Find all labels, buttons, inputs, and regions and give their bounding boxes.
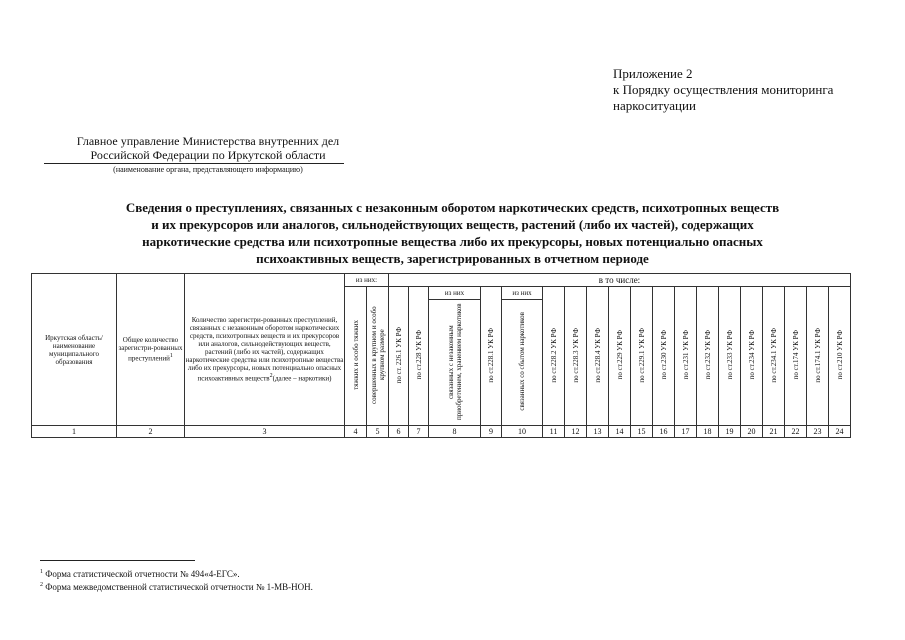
header-total-text: Общее количество зарегистри-рованных преступлений [118, 336, 183, 363]
header-c14 [609, 287, 631, 426]
column-number-1: 1 [32, 426, 117, 438]
header-c12 [565, 287, 587, 426]
header-c16-text: по ст.230 УК РФ [659, 330, 668, 380]
header-c10-text: связанных со сбытом наркотиков [518, 312, 526, 411]
column-numbers-row [32, 426, 851, 438]
header-c17-text: по ст.231 УК РФ [681, 330, 690, 380]
column-number-13: 13 [587, 426, 609, 438]
header-c15-text: по ст.229.1 УК РФ [637, 327, 646, 383]
column-number-20: 20 [741, 426, 763, 438]
column-number-23: 23 [807, 426, 829, 438]
header-c14-text: по ст.229 УК РФ [615, 330, 624, 380]
footnote-1-mark: 1 [40, 569, 43, 575]
header-c23 [807, 287, 829, 426]
column-number-14: 14 [609, 426, 631, 438]
header-drug-crimes-footnote-mark: 2 [269, 373, 273, 380]
header-c4-text: тяжких и особо тяжких [351, 320, 360, 390]
header-c24-text: по ст.210 УК РФ [835, 330, 844, 380]
header-c11 [543, 287, 565, 426]
column-number-24: 24 [829, 426, 851, 438]
footnote-2-mark: 2 [40, 582, 43, 588]
report-table [31, 273, 851, 438]
header-region [32, 274, 117, 426]
header-c24 [829, 287, 851, 426]
header-c11-text: по ст.228.2 УК РФ [549, 327, 558, 383]
header-drug-crimes [185, 274, 345, 426]
header-c20 [741, 287, 763, 426]
header-c7-text: по ст.228 УК РФ [414, 330, 423, 380]
column-number-8: 8 [429, 426, 481, 438]
header-c8 [429, 300, 481, 426]
column-number-15: 15 [631, 426, 653, 438]
header-c8-text: связанных с незаконным приобретением, хранением наркотиков [446, 303, 463, 420]
title-line-3: наркотические средства или психотропные вещества либо их прекурсоры, новых потенциально опасных [142, 234, 763, 249]
header-c15 [631, 287, 653, 426]
footnote-1 [40, 567, 240, 580]
header-drug-crimes-text: Количество зарегистри-рованных преступлений, связанных с незаконным оборотом наркотических средств, психотропных веществ и их прекурсоров или аналогов, сильнодействующих веществ, растений (либо их частей), содержащих наркотические средства или психотропные вещества либо их прекурсоры, новых потенциально опасных психоактивных веществ [185, 316, 344, 383]
column-number-12: 12 [565, 426, 587, 438]
column-number-18: 18 [697, 426, 719, 438]
title-line-4: психоактивных веществ, зарегистрированных в отчетном периоде [256, 251, 649, 266]
header-total [117, 274, 185, 426]
header-c13-text: по ст.228.4 УК РФ [593, 327, 602, 383]
column-number-17: 17 [675, 426, 697, 438]
header-iz-nih: из них: [345, 274, 389, 287]
appendix-block [613, 66, 898, 114]
header-c13 [587, 287, 609, 426]
title-line-1: Сведения о преступлениях, связанных с незаконным оборотом наркотических средств, психотропных веществ [125, 200, 780, 215]
header-c21 [763, 287, 785, 426]
title-line-2: и их прекурсоров или аналогов, сильнодействующих веществ, растений (либо их частей), содержащих [151, 217, 754, 232]
appendix-line-3: наркоситуации [613, 98, 696, 113]
header-c23-text: по ст.174.1 УК РФ [813, 327, 822, 383]
header-c6-text: по ст. 226.1 УК РФ [394, 326, 403, 384]
header-c4 [345, 287, 367, 426]
footnote-2-text: Форма межведомственной статистической отчетности № 1-МВ-НОН. [43, 582, 313, 592]
header-total-footnote-mark: 1 [169, 353, 173, 360]
column-number-6: 6 [389, 426, 409, 438]
header-c21-text: по ст.234.1 УК РФ [769, 327, 778, 383]
header-c9 [481, 287, 502, 426]
column-number-7: 7 [409, 426, 429, 438]
header-c22-text: по ст.174 УК РФ [791, 330, 800, 380]
appendix-line-1: Приложение 2 [613, 66, 693, 81]
header-drug-crimes-tail: (далее – наркотики) [272, 374, 332, 383]
org-underline [44, 163, 344, 164]
header-c6 [389, 287, 409, 426]
org-name-line-2: Российской Федерации по Иркутской области [90, 148, 326, 162]
column-number-21: 21 [763, 426, 785, 438]
header-c22 [785, 287, 807, 426]
column-number-5: 5 [367, 426, 389, 438]
header-region-text: Иркутская область/ наименование муниципального образования [45, 333, 103, 366]
header-c5 [367, 287, 389, 426]
column-number-4: 4 [345, 426, 367, 438]
header-c16 [653, 287, 675, 426]
appendix-line-2: к Порядку осуществления мониторинга [613, 82, 834, 97]
column-number-10: 10 [502, 426, 543, 438]
column-number-19: 19 [719, 426, 741, 438]
column-number-16: 16 [653, 426, 675, 438]
header-c19-text: по ст.233 УК РФ [725, 330, 734, 380]
header-c8-iz-nih: из них [429, 287, 481, 300]
footnote-separator [40, 560, 195, 561]
footnote-1-text: Форма статистической отчетности № 494«4-ЕГС». [43, 569, 240, 579]
org-hint: (наименование органа, представляющего информацию) [113, 165, 303, 174]
header-c19 [719, 287, 741, 426]
column-number-9: 9 [481, 426, 502, 438]
header-c10 [502, 300, 543, 426]
header-c17 [675, 287, 697, 426]
column-number-2: 2 [117, 426, 185, 438]
header-c12-text: по ст.228.3 УК РФ [571, 327, 580, 383]
header-c18-text: по ст.232 УК РФ [703, 330, 712, 380]
column-number-11: 11 [543, 426, 565, 438]
header-c5-text: совершенных в крупном и особо крупном размере [369, 306, 386, 404]
header-v-tom-chisle: в то числе: [389, 274, 851, 287]
header-c7 [409, 287, 429, 426]
footnote-2 [40, 580, 313, 593]
column-number-3: 3 [185, 426, 345, 438]
document-title [40, 199, 865, 267]
header-c10-iz-nih: из них [502, 287, 543, 300]
header-c9-text: по ст.228.1 УК РФ [487, 327, 495, 383]
column-number-22: 22 [785, 426, 807, 438]
header-c20-text: по ст.234 УК РФ [747, 330, 756, 380]
header-c18 [697, 287, 719, 426]
organization-block [42, 134, 374, 175]
org-name-line-1: Главное управление Министерства внутренних дел [76, 134, 340, 148]
